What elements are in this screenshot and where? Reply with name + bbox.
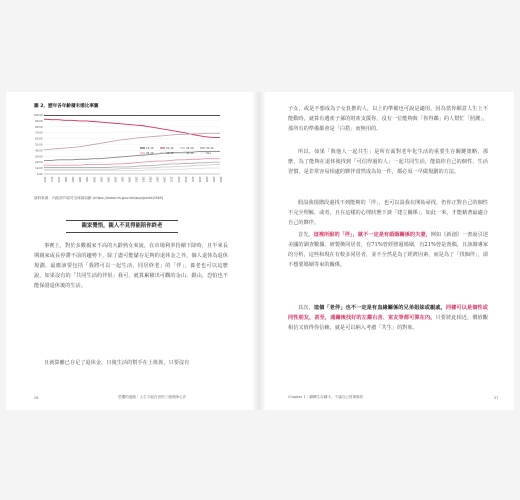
section-title: 親家覺悟，親人不見得能陪你終老	[81, 223, 163, 229]
x-tick-label: 2019	[197, 176, 201, 183]
x-tick-label: 2015	[183, 176, 187, 183]
x-tick-label: 1983	[71, 176, 75, 183]
x-tick-label: 1993	[106, 176, 110, 183]
x-tick-label: 2003	[141, 176, 145, 183]
right-page	[266, 92, 514, 410]
x-tick-label: 2017	[190, 176, 194, 183]
right-page-number: 27	[494, 396, 499, 400]
y-tick-label: 0.00	[36, 173, 43, 176]
x-tick-label: 1981	[64, 176, 68, 183]
x-tick-label: 2024	[219, 176, 222, 183]
p4-highlight: 這裡所說的「伴」，就不一定是有婚姻關係的夫妻，	[313, 232, 431, 238]
x-tick-label: 1989	[92, 176, 96, 183]
y-tick-label: 10.00	[35, 167, 43, 171]
right-paragraph-1: 子女，或是不想成為子女負擔的人，以上的準備也可說是適用。因為當你願意人生上不能動時，就算有遺產子孫的財產支援你，沒有一位能夠與「你得鄰」的人幫忙「照護」，那所有的準備都會是「白搭」而無用的。	[288, 106, 488, 133]
x-tick-label: 2009	[162, 176, 166, 183]
x-tick-label: 2001	[134, 176, 138, 183]
right-paragraph-4	[288, 230, 488, 270]
left-page-number: 26	[34, 396, 39, 400]
x-tick-label: 2007	[155, 176, 159, 183]
section-banner	[66, 220, 178, 233]
p5-body: 只要彼此相近，價值觀相仿又值得你信賴，就是可以納入考慮「共生」的對象。	[288, 315, 488, 332]
series-line-20-24	[44, 119, 220, 137]
legend-label: 50+	[206, 152, 212, 155]
unmarried-rate-chart	[30, 112, 226, 194]
book-gutter	[252, 92, 266, 410]
figure-title: 圖 2，歷年各年齡層未婚比率圖	[34, 104, 99, 109]
x-tick-label: 1975	[43, 176, 46, 183]
y-tick-label: 30.00	[35, 155, 43, 159]
x-tick-label: 1979	[57, 176, 61, 183]
legend-label: 35-39	[146, 152, 154, 155]
x-tick-label: 1995	[113, 176, 117, 183]
x-tick-label: 2005	[148, 176, 152, 183]
left-paragraph-1: 事實上，對於多數親家不高的大齡熟女來說，在市場利率持續下降時，且半來長期親家或長停滯不前的趨勢下，除了盡可能儲存足夠的退休金之外，個人退休為退休規劃，最應該要包括「我將可以一起生活、同居終老」的「伴」，養老也可以這麼說，如果沒有的「共同生活的伴侶」我可，就算累積出可觀的金山、銀山，恐怕也不能保證退休後的生活。	[34, 243, 228, 290]
left-running-head: 恐懼的風險｜人生不能在世的三個保障心法	[118, 395, 187, 399]
x-tick-label: 1999	[127, 176, 131, 183]
series-line-25-29	[44, 133, 220, 150]
p4-lead: 首先，	[298, 232, 314, 238]
x-tick-label: 1991	[99, 176, 103, 183]
x-tick-label: 2023	[211, 176, 215, 183]
right-paragraph-3: 假設我現階段還找不到能夠的「伴」，也可以設我在開始尋找，仍你正對自己的個性不完全理解，或者，且在這樣的心理狀態下談「建立關係」，如此一來，才能藉著最適合自己的夥伴。	[288, 200, 488, 227]
y-tick-label: 90.00	[35, 119, 43, 123]
p5-emphasis: 這個「老伴」也不一定是有血緣關係的兄弟姐妹或親戚，	[313, 305, 446, 311]
y-tick-label: 70.00	[35, 131, 43, 135]
y-tick-label: 50.00	[35, 143, 43, 147]
figure-source: 資料來源：內政部戶政司全球資訊網 (https://www.ris.gov.tw/app/portal/346)	[34, 196, 164, 200]
right-paragraph-5	[288, 303, 488, 333]
legend-label: 30-34	[206, 147, 214, 150]
x-tick-label: 2011	[169, 176, 173, 183]
legend-label: 45-49	[186, 152, 194, 155]
right-running-head: Chapter 1｜翻轉生存翻卡，不讓自己孤單無依	[288, 395, 364, 399]
left-page	[6, 92, 252, 410]
x-tick-label: 1997	[120, 176, 124, 183]
legend-label: 20-24	[166, 147, 174, 150]
p5-highlight: 同樣可以是個性或同性朋友，甚至，通關後找好的左鄰右舍、室友等都可算在內。	[288, 305, 488, 322]
p4-body: 例如《新創》一書說引述美國的調查數據，研製換同居者，有71%曾經戀過婚姻，有21%曾是喪偶，且該調專家的分析，這些和現在有較多同居者，並不全然是為了經濟因素，而是為了「找個伴」，卻不想要婚姻等束的關係。	[288, 232, 488, 269]
legend-label: 15-19	[146, 147, 154, 150]
x-tick-label: 2013	[176, 176, 180, 183]
legend-label: 40-44	[166, 152, 174, 155]
left-paragraph-2: 且就算雖已存足了退休金，日後生活的幫手在上班族，只要沒有	[44, 360, 190, 366]
legend-label: 25-29	[186, 147, 194, 150]
y-tick-label: 80.00	[35, 125, 43, 129]
x-tick-label: 2021	[204, 176, 208, 183]
y-tick-label: 20.00	[35, 161, 43, 165]
p5-lead: 其次，	[298, 305, 314, 311]
y-tick-label: 100.00	[33, 114, 43, 117]
x-tick-label: 1977	[50, 176, 54, 183]
y-tick-label: 40.00	[35, 149, 43, 153]
y-tick-label: 60.00	[35, 137, 43, 141]
x-tick-label: 1985	[78, 176, 82, 183]
x-tick-label: 1987	[85, 176, 89, 183]
right-paragraph-2: 所以，如果「與他人一起共生」是所有面對老年化生活的重要生存關鍵策略，那麼，為了能夠在退休後找到「可信得過的人」一起共同生活，能搞你自己的個性、生活習慣，是非常容易相處的夥伴當然成為每一件，都必須一早做規劃的方法。	[288, 149, 488, 176]
